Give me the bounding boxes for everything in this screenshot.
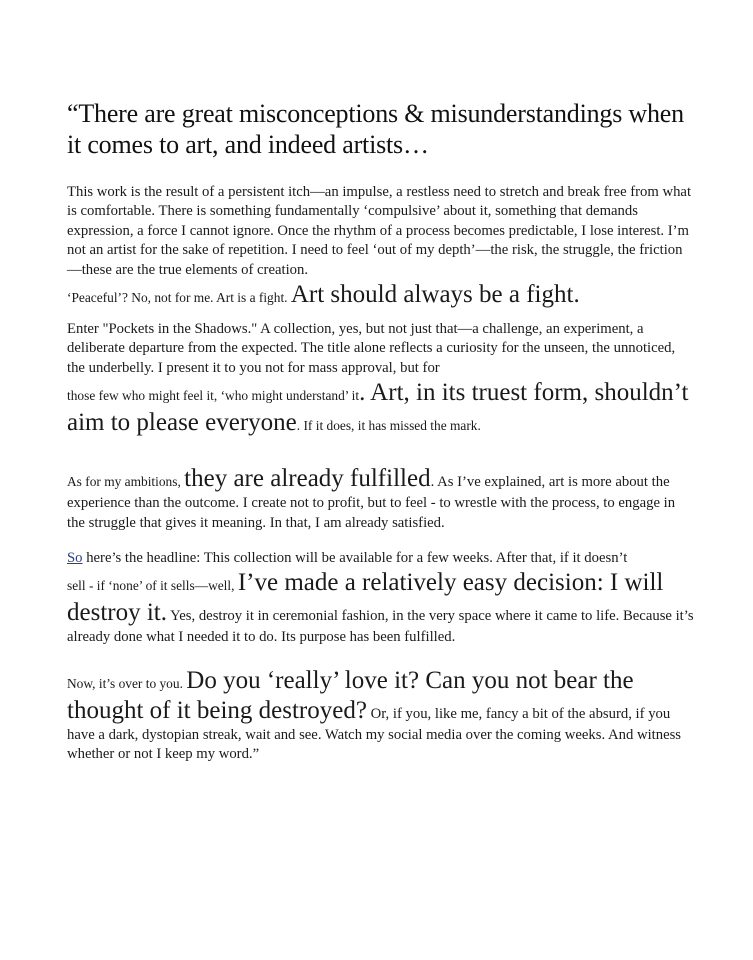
quote-heading: “There are great misconceptions & misunderstandings when it comes to art, and indeed artists…	[67, 99, 684, 159]
truest-form-emphasis: . Art, in its truest form, shouldn’t aim to please everyone	[67, 379, 689, 437]
so-link[interactable]: So	[67, 550, 83, 567]
missed-mark-text: . If it does, it has missed the mark.	[296, 418, 481, 434]
none-sells-text: sell - if ‘none’ of it sells—well,	[67, 578, 238, 594]
paragraph-headline	[67, 549, 695, 648]
destroy-rest: Yes, destroy it in ceremonial fashion, in the very space where it came to life. Because it’s already done what I needed it to do. Its purpose has been fulfilled.	[67, 608, 694, 646]
ambitions-rest: . As I’ve explained, art is more about the experience than the outcome. I create not to profit, but to feel - to wrestle with the process, to engage in the struggle that gives it meaning. In that, I am already satisfied.	[67, 474, 676, 531]
love-it-emphasis: Do you ‘really’ love it? Can you not bear the thought of it being destroyed?	[67, 666, 634, 724]
paragraph-over-to-you	[67, 666, 695, 765]
few-who-understand: those few who might feel it, ‘who might understand’ it	[67, 388, 360, 404]
destroy-emphasis: I’ve made a relatively easy decision: I will destroy it.	[67, 569, 664, 627]
paragraph-ambitions	[67, 464, 695, 533]
art-fight-emphasis: Art should always be a fight.	[290, 281, 580, 309]
document-body	[67, 98, 695, 765]
fulfilled-emphasis: they are already fulfilled	[184, 465, 431, 493]
ambitions-lead: As for my ambitions,	[67, 474, 185, 490]
headline-text: here’s the headline: This collection will be available for a few weeks. After that, if it doesn’t	[82, 550, 628, 567]
paragraph-itch-text: This work is the result of a persistent itch—an impulse, a restless need to stretch and break free from what is comfortable. There is something fundamentally ‘compulsive’ about it, something that demands expression, a force I cannot ignore. Once the rhythm of a process becomes predictable, I lose interest. I’m not an artist for the sake of repetition. I need to feel ‘out of my depth’—the risk, the struggle, the friction—these are the true elements of creation.	[67, 184, 692, 278]
paragraph-pockets-text: Enter "Pockets in the Shadows." A collection, yes, but not just that—a challenge, an experiment, a deliberate departure from the expected. The title alone reflects a curiosity for the unseen, the unnoticed, the underbelly. I present it to you not for mass approval, but for	[67, 321, 676, 376]
peaceful-question: ‘Peaceful’? No, not for me. Art is a fight.	[67, 290, 291, 306]
over-to-you-lead: Now, it’s over to you.	[67, 675, 187, 691]
paragraph-pockets	[67, 320, 695, 438]
closing-text: Or, if you, like me, fancy a bit of the absurd, if you have a dark, dystopian streak, wait and see. Watch my social media over the coming weeks. And witness whether or not I keep my word.”	[67, 705, 682, 763]
paragraph-itch	[67, 183, 695, 310]
